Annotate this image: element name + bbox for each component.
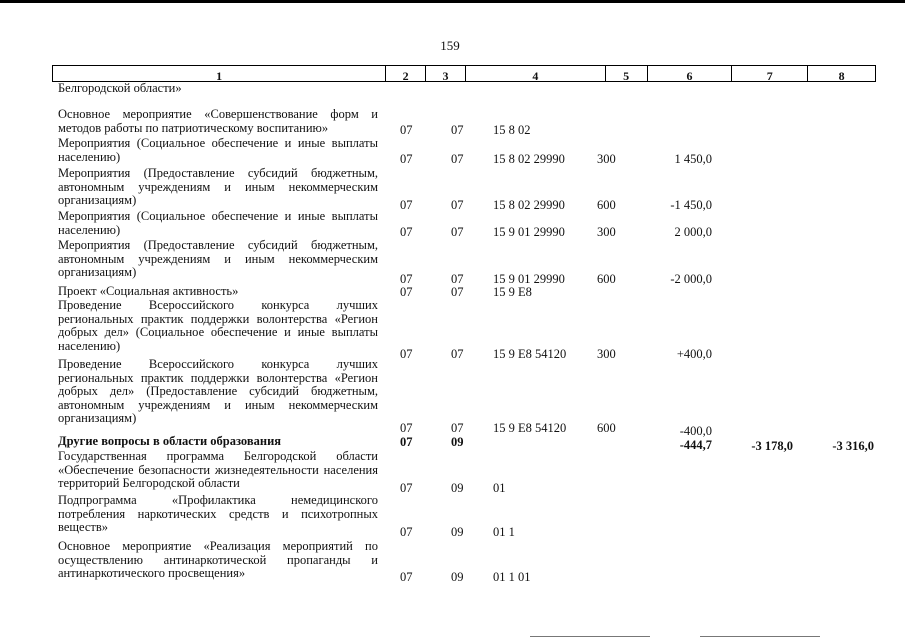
section-code: 07	[400, 347, 413, 361]
section-code: 07	[400, 435, 413, 449]
section-code: 07	[400, 152, 413, 166]
target-article-code: 15 8 02	[493, 123, 531, 137]
row-description: Проведение Всероссийского конкурса лучших региональных практик поддержки волонтерства «Регион добрых дел» (Социальное обеспечение и иные выплаты населению)	[58, 298, 378, 353]
amount-col6: -1 450,0	[670, 198, 712, 212]
subsection-code: 07	[451, 272, 464, 286]
subsection-code: 07	[451, 347, 464, 361]
header-col-1: 1	[53, 66, 386, 81]
scan-artifact	[700, 636, 820, 637]
row-description: Проект «Социальная активность»	[58, 284, 239, 298]
target-article-code: 15 8 02 29990	[493, 198, 565, 212]
subsection-code: 07	[451, 421, 464, 435]
expense-type-code: 300	[597, 225, 616, 239]
table-header	[52, 65, 876, 82]
amount-col6: 1 450,0	[674, 152, 712, 166]
target-article-code: 15 9 E8	[493, 285, 532, 299]
target-article-code: 15 9 01 29990	[493, 225, 565, 239]
header-col-8: 8	[838, 69, 845, 83]
header-col-7: 7	[732, 66, 808, 81]
subsection-code: 07	[451, 123, 464, 137]
header-col-3: 3	[426, 66, 466, 81]
expense-type-code: 300	[597, 152, 616, 166]
subsection-code: 09	[451, 525, 464, 539]
scan-artifact	[530, 636, 650, 637]
subsection-code: 09	[451, 435, 464, 449]
expense-type-code: 600	[597, 198, 616, 212]
target-article-code: 01	[493, 481, 506, 495]
row-description: Мероприятия (Социальное обеспечение и иные выплаты населению)	[58, 136, 378, 164]
section-code: 07	[400, 570, 413, 584]
expense-type-code: 300	[597, 347, 616, 361]
section-code: 07	[400, 123, 413, 137]
subsection-code: 09	[451, 570, 464, 584]
header-col-5: 5	[606, 66, 648, 81]
section-code: 07	[400, 525, 413, 539]
row-description: Мероприятия (Предоставление субсидий бюджетным, автономным учреждениям и иным некоммерческим организациям)	[58, 238, 378, 280]
amount-col6: -2 000,0	[670, 272, 712, 286]
target-article-code: 15 9 01 29990	[493, 272, 565, 286]
subsection-code: 09	[451, 481, 464, 495]
subsection-code: 07	[451, 225, 464, 239]
section-code: 07	[400, 198, 413, 212]
section-code: 07	[400, 272, 413, 286]
row-description: Белгородской области»	[58, 81, 182, 95]
amount-col6: 2 000,0	[674, 225, 712, 239]
row-description: Государственная программа Белгородской области «Обеспечение безопасности жизнедеятельности населения территорий Белгородской области	[58, 449, 378, 491]
amount-col7: -3 178,0	[751, 439, 793, 453]
section-code: 07	[400, 285, 413, 299]
row-description: Мероприятия (Предоставление субсидий бюджетным, автономным учреждениям и иным некоммерческим организациям)	[58, 166, 378, 208]
target-article-code: 15 9 E8 54120	[493, 347, 567, 361]
target-article-code: 01 1 01	[493, 570, 531, 584]
amount-col6: +400,0	[676, 347, 712, 361]
row-description: Подпрограмма «Профилактика немедицинского потребления наркотических средств и психотропных веществ»	[58, 493, 378, 535]
row-description: Другие вопросы в области образования	[58, 434, 282, 448]
target-article-code: 15 9 E8 54120	[493, 421, 567, 435]
amount-col8: -3 316,0	[832, 439, 874, 453]
amount-col6: -400,0	[679, 424, 712, 438]
header-col-6: 6	[648, 66, 733, 81]
header-col-4: 4	[466, 66, 606, 81]
row-description: Основное мероприятие «Совершенствование форм и методов работы по патриотическому воспитанию»	[58, 107, 378, 135]
subsection-code: 07	[451, 152, 464, 166]
page-number: 159	[440, 38, 460, 53]
subsection-code: 07	[451, 198, 464, 212]
amount-col6: -444,7	[679, 438, 712, 452]
subsection-code: 07	[451, 285, 464, 299]
page-top-border	[0, 0, 905, 3]
target-article-code: 01 1	[493, 525, 515, 539]
row-description: Основное мероприятие «Реализация мероприятий по осуществлению антинаркотической пропаганды и антинаркотического просвещения»	[58, 539, 378, 581]
row-description: Мероприятия (Социальное обеспечение и иные выплаты населению)	[58, 209, 378, 237]
header-col-2: 2	[386, 66, 426, 81]
section-code: 07	[400, 421, 413, 435]
target-article-code: 15 8 02 29990	[493, 152, 565, 166]
expense-type-code: 600	[597, 421, 616, 435]
section-code: 07	[400, 225, 413, 239]
row-description: Проведение Всероссийского конкурса лучших региональных практик поддержки волонтерства «Регион добрых дел» (Предоставление субсидий бюджетным, автономным учреждениям и иным некоммерческим организациям)	[58, 357, 378, 426]
section-code: 07	[400, 481, 413, 495]
expense-type-code: 600	[597, 272, 616, 286]
